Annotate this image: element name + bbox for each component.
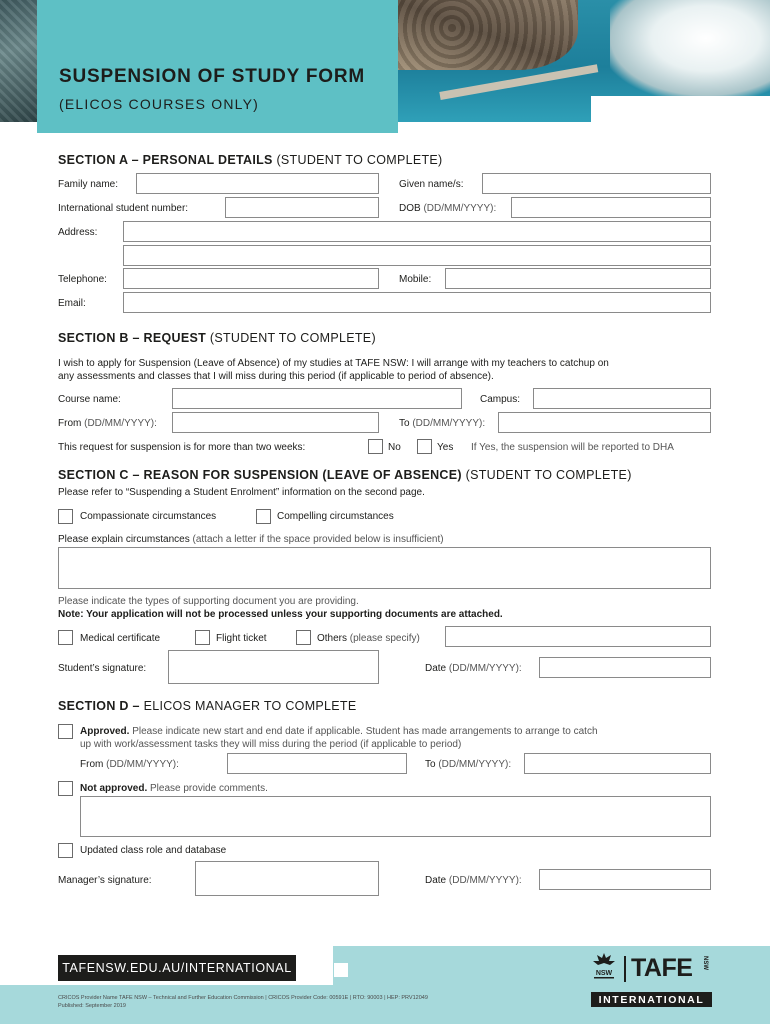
campus-label: Campus: bbox=[480, 394, 521, 405]
address-field-line1[interactable] bbox=[123, 221, 711, 242]
footer-provider-info: CRICOS Provider Name TAFE NSW – Technical and Further Education Commission | CRICOS Provider Code: 00591E | RTO: 90003 | HEP: PRV12049 Published: September 2019 bbox=[58, 995, 428, 1009]
not-approved-label: Not approved. Please provide comments. bbox=[80, 783, 268, 794]
email-field[interactable] bbox=[123, 292, 711, 313]
dob-label: DOB (DD/MM/YYYY): bbox=[399, 203, 497, 214]
flight-checkbox[interactable] bbox=[195, 630, 210, 645]
refer-note: Please refer to “Suspending a Student Enrolment” information on the second page. bbox=[58, 487, 425, 498]
comments-field[interactable] bbox=[80, 796, 711, 837]
family-name-label: Family name: bbox=[58, 179, 119, 190]
intl-student-number-field[interactable] bbox=[225, 197, 379, 218]
photo-cutout bbox=[591, 96, 770, 122]
campus-field[interactable] bbox=[533, 388, 711, 409]
two-weeks-question: This request for suspension is for more than two weeks: bbox=[58, 442, 306, 453]
others-specify-field[interactable] bbox=[445, 626, 711, 647]
waratah-icon bbox=[591, 952, 617, 982]
explain-field[interactable] bbox=[58, 547, 711, 589]
logo-tafe-text: TAFE bbox=[631, 954, 693, 982]
compelling-label: Compelling circumstances bbox=[277, 511, 394, 522]
explain-label: Please explain circumstances (attach a letter if the space provided below is insufficient) bbox=[58, 534, 444, 545]
yes-checkbox[interactable] bbox=[417, 439, 432, 454]
section-b-heading: SECTION B – REQUEST (STUDENT TO COMPLETE) bbox=[58, 331, 376, 345]
to-date-label: To (DD/MM/YYYY): bbox=[399, 418, 486, 429]
form-title: SUSPENSION OF STUDY FORM bbox=[59, 66, 365, 87]
form-subtitle: (ELICOS COURSES ONLY) bbox=[59, 96, 259, 112]
section-d-heading: SECTION D – ELICOS MANAGER TO COMPLETE bbox=[58, 699, 357, 713]
compelling-checkbox[interactable] bbox=[256, 509, 271, 524]
tafe-nsw-international-logo bbox=[589, 952, 713, 1008]
section-a-heading: SECTION A – PERSONAL DETAILS (STUDENT TO COMPLETE) bbox=[58, 153, 443, 167]
footer-url[interactable]: TAFENSW.EDU.AU/INTERNATIONAL bbox=[58, 955, 296, 981]
manager-signature-label: Manager’s signature: bbox=[58, 875, 152, 886]
mobile-field[interactable] bbox=[445, 268, 711, 289]
others-label: Others (please specify) bbox=[317, 633, 420, 644]
approved-checkbox[interactable] bbox=[58, 724, 73, 739]
course-name-label: Course name: bbox=[58, 394, 121, 405]
family-name-field[interactable] bbox=[136, 173, 379, 194]
approved-to-label: To (DD/MM/YYYY): bbox=[425, 759, 512, 770]
yes-label: Yes bbox=[437, 442, 454, 453]
telephone-label: Telephone: bbox=[58, 274, 107, 285]
medical-label: Medical certificate bbox=[80, 633, 161, 644]
manager-date-label: Date (DD/MM/YYYY): bbox=[425, 875, 522, 886]
no-checkbox[interactable] bbox=[368, 439, 383, 454]
to-date-field[interactable] bbox=[498, 412, 711, 433]
given-names-label: Given name/s: bbox=[399, 179, 464, 190]
approved-from-label: From (DD/MM/YYYY): bbox=[80, 759, 179, 770]
mobile-label: Mobile: bbox=[399, 274, 432, 285]
student-date-label: Date (DD/MM/YYYY): bbox=[425, 663, 522, 674]
student-signature-label: Student’s signature: bbox=[58, 663, 147, 674]
given-names-field[interactable] bbox=[482, 173, 711, 194]
telephone-field[interactable] bbox=[123, 268, 379, 289]
manager-signature-field[interactable] bbox=[195, 861, 379, 896]
footer-square bbox=[334, 963, 348, 977]
supporting-docs-note: Note: Your application will not be processed unless your supporting documents are attached. bbox=[58, 609, 503, 620]
dha-note: If Yes, the suspension will be reported to DHA bbox=[471, 442, 674, 453]
request-intro: I wish to apply for Suspension (Leave of Absence) of my studies at TAFE NSW: I will arrange with my teachers to catchup on any assessments and classes that I will miss during this period (if applicable to period of absence). bbox=[58, 358, 609, 382]
logo-international: INTERNATIONAL bbox=[591, 992, 712, 1007]
compassionate-label: Compassionate circumstances bbox=[80, 511, 217, 522]
address-field-line2[interactable] bbox=[123, 245, 711, 266]
student-signature-field[interactable] bbox=[168, 650, 379, 684]
approved-from-field[interactable] bbox=[227, 753, 407, 774]
approved-text: Approved. Please indicate new start and end date if applicable. Student has made arrangements to arrange to catch up with work/assessment tasks they will miss during the period (if applicable to period) bbox=[80, 726, 598, 750]
manager-date-field[interactable] bbox=[539, 869, 711, 890]
logo-nsw-text: NSW bbox=[595, 970, 613, 977]
flight-label: Flight ticket bbox=[216, 633, 267, 644]
updated-checkbox[interactable] bbox=[58, 843, 73, 858]
from-date-field[interactable] bbox=[172, 412, 379, 433]
section-c-heading: SECTION C – REASON FOR SUSPENSION (LEAVE OF ABSENCE) (STUDENT TO COMPLETE) bbox=[58, 468, 632, 482]
updated-label: Updated class role and database bbox=[80, 845, 227, 856]
not-approved-checkbox[interactable] bbox=[58, 781, 73, 796]
photo-rocks bbox=[398, 0, 578, 70]
supporting-docs-label: Please indicate the types of supporting document you are providing. bbox=[58, 596, 359, 607]
photo-rocks-left bbox=[0, 0, 40, 122]
dob-field[interactable] bbox=[511, 197, 711, 218]
logo-divider bbox=[624, 956, 626, 982]
from-date-label: From (DD/MM/YYYY): bbox=[58, 418, 157, 429]
medical-checkbox[interactable] bbox=[58, 630, 73, 645]
compassionate-checkbox[interactable] bbox=[58, 509, 73, 524]
others-checkbox[interactable] bbox=[296, 630, 311, 645]
no-label: No bbox=[388, 442, 401, 453]
email-label: Email: bbox=[58, 298, 86, 309]
course-name-field[interactable] bbox=[172, 388, 462, 409]
intl-student-number-label: International student number: bbox=[58, 203, 189, 214]
logo-nsw-vertical: NSW bbox=[702, 956, 708, 970]
title-panel bbox=[37, 0, 398, 133]
photo-surf bbox=[610, 0, 770, 96]
student-date-field[interactable] bbox=[539, 657, 711, 678]
address-label: Address: bbox=[58, 227, 98, 238]
approved-to-field[interactable] bbox=[524, 753, 711, 774]
